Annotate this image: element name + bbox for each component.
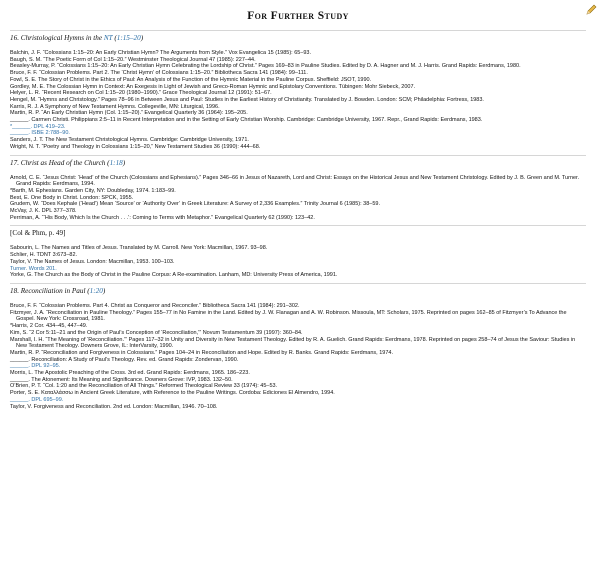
reference-entry: Marshall, I. H. “The Meaning of ‘Reconciliation.’” Pages 117–32 in Unity and Diversity in New Testament Theology. Edited by R. A. Guelich. Grand Rapids: Eerdmans, 1978. Reprinted on pages 258–74 of Jesus the Saviour: Studies in New Testament Theology. Downers Grove, IL: InterVarsity, 1990. bbox=[10, 336, 576, 350]
section-heading: 17. Christ as Head of the Church (1:18) bbox=[10, 158, 126, 167]
reference-entry: Sanders, J. T. The New Testament Christological Hymns. Cambridge: Cambridge University, 1971. bbox=[10, 137, 249, 144]
reference-entry: Fowl, S. E. The Story of Christ in the Ethics of Paul: An Analysis of the Function of the Hymnic Material in the Pauline Corpus. Sheffield: JSOT, 1990. bbox=[10, 76, 372, 83]
section-title: Reconciliation in Paul bbox=[20, 286, 86, 295]
reference-link[interactable]: ______. DPL 695–99. bbox=[10, 396, 64, 403]
verse-link[interactable]: 1:18 bbox=[109, 158, 123, 167]
divider bbox=[10, 155, 586, 156]
reference-entry: Martin, R. P. “Reconciliation and Forgiveness in Colossians.” Pages 104–24 in Reconciliation and Hope. Edited by R. Banks. Grand Rapids: Eerdmans, 1974. bbox=[10, 349, 393, 356]
reference-entry: Perriman, A. “‘His Body, Which Is the Church . . .’: Coming to Terms with Metaphor.” Evangelical Quarterly 62 (1990): 123–42. bbox=[10, 214, 315, 221]
divider bbox=[10, 283, 586, 284]
reference-entry: Helyer, L. R. “Recent Research on Col 1:15–20 (1980–1990).” Grace Theological Journal 12 (1991): 51–67. bbox=[10, 90, 272, 97]
reference-entry: Morris, L. The Apostolic Preaching of the Cross. 3rd ed. Grand Rapids: Eerdmans, 1965. 186–223. bbox=[10, 370, 250, 377]
section-heading: 18. Reconciliation in Paul (1:20) bbox=[10, 286, 106, 295]
section-number: 17. bbox=[10, 158, 19, 167]
reference-link[interactable]: Turner. Words 201. bbox=[10, 265, 57, 272]
divider bbox=[10, 30, 586, 31]
section-title: Christological Hymns in the bbox=[20, 34, 103, 42]
reference-link[interactable]: *______. DPL 419–23. bbox=[10, 123, 66, 130]
reference-entry: O’Brien, P. T. “Col. 1:20 and the Reconciliation of All Things.” Reformed Theological Review 33 (1974): 45–53. bbox=[10, 383, 278, 390]
reference-entry: Porter, S. E. Καταλλάσσω in Ancient Greek Literature, with Reference to the Pauline Writings. Cordoba: Ediciones El Almendro, 1994. bbox=[10, 390, 335, 397]
reference-entry: ______. The Atonement: Its Meaning and Significance. Downers Grove: IVP, 1983. 132–50. bbox=[10, 376, 233, 383]
reference-entry: *Barth, M. Ephesians. Garden City, NY: Doubleday, 1974. 1:183–99. bbox=[10, 187, 176, 194]
page-title: For Further Study bbox=[247, 10, 349, 22]
section-18 bbox=[10, 287, 586, 410]
reference-entry: Sabourin, L. The Names and Titles of Jesus. Translated by M. Carroll. New York: Macmillan, 1967. 93–98. bbox=[10, 245, 268, 252]
section-number: 18. bbox=[10, 286, 19, 295]
reference-entry: Karris, R. J. A Symphony of New Testament Hymns. Collegeville, MN: Liturgical, 1996. bbox=[10, 103, 220, 110]
reference-entry: Fitzmyer, J. A. “Reconciliation in Pauline Theology.” Pages 155–77 in No Famine in the Land. Edited by J. W. Flanagan and A. W. Robinson. Missoula, MT: Scholars, 1975. Reprinted on pages 162–85 of Fitzmyer’s To Advance the Gospel. New York: Crossroad, 1981. bbox=[10, 309, 567, 323]
reference-entry: Bruce, F. F. “Colossian Problems. Part 2. The ‘Christ Hymn’ of Colossians 1:15–20.” Bibliotheca Sacra 141 (1984): 99–111. bbox=[10, 70, 308, 77]
reference-entry: Kim, S. “2 Cor 5:11–21 and the Origin of Paul’s Conception of ‘Reconciliation,’” Novum Testamentum 39 (1997): 360–84. bbox=[10, 329, 303, 336]
reference-entry: Taylor, V. Forgiveness and Reconciliation. 2nd ed. London: Macmillan, 1946. 70–108. bbox=[10, 403, 218, 410]
reference-entry: ______. Reconciliation: A Study of Paul’s Theology. Rev. ed. Grand Rapids: Zondervan, 1990. bbox=[10, 356, 239, 363]
section-16 bbox=[10, 34, 586, 151]
reference-entry: Gordley, M. E. The Colossian Hymn in Context: An Exegesis in Light of Jewish and Greco-Roman Hymnic and Epistolary Conventions. Tübingen: Mohr Siebeck, 2007. bbox=[10, 83, 416, 90]
verse-link[interactable]: 1:15–20 bbox=[116, 34, 141, 42]
reference-entry: Arnold, C. E. “Jesus Christ: ‘Head’ of the Church (Colossians and Ephesians).” Pages 346–66 in Jesus of Nazareth, Lord and Christ: Essays on the Historical Jesus and New Testament Christology. Edited by J. B. Green and M. Turner. Grand Rapids: Eerdmans, 1994. bbox=[10, 174, 580, 188]
reference-entry: Wright, N. T. “Poetry and Theology in Colossians 1:15–20,” New Testament Studies 36 (1990): 444–68. bbox=[10, 143, 261, 150]
reference-entry: Martin, R. P. “An Early Christian Hymn (Col. 1:15–20).” Evangelical Quarterly 36 (1964): 195–205. bbox=[10, 110, 248, 117]
page-marker: [Col & Phm, p. 49] bbox=[10, 229, 66, 238]
pencil-icon[interactable] bbox=[585, 4, 597, 16]
section-title: Christ as Head of the Church bbox=[20, 158, 106, 167]
verse-link[interactable]: 1:20 bbox=[89, 286, 103, 295]
reference-entry: McVay, J. K. DPL 377–378. bbox=[10, 208, 77, 215]
reference-entry: *Harris, 2 Cor. 434–45, 447–49. bbox=[10, 323, 88, 330]
reference-entry: Balchin, J. F. “Colossians 1:15–20: An Early Christian Hymn? The Arguments from Style.” Vox Evangelica 15 (1985): 65–93. bbox=[10, 50, 312, 56]
reference-entry: Yorke, G. The Church as the Body of Christ in the Pauline Corpus: A Re-examination. Lanham, MD: University Press of America, 1991. bbox=[10, 272, 338, 279]
reference-entry: Taylor, V. The Names of Jesus. London: Macmillan, 1953. 100–103. bbox=[10, 258, 175, 265]
section-number: 16. bbox=[10, 34, 19, 42]
page-marker-block bbox=[10, 229, 586, 279]
reference-entry: Schlier, H. TDNT 3:673–82. bbox=[10, 252, 78, 259]
reference-link[interactable]: ______. ISBE 2:788–90. bbox=[10, 130, 70, 137]
reference-entry: Hengel, M. “Hymns and Christology.” Pages 78–96 in Between Jesus and Paul: Studies in the Earliest History of Christianity. Translated by J. Bowden. London: SCM; Philadelphia: Fortress, 1983. bbox=[10, 96, 484, 103]
reference-entry: Grudem, W. “Does Kephale (‘Head’) Mean ‘Source’ or ‘Authority Over’ in Greek Literature: A Survey of 2,336 Examples.” Trinity Journal 6 (1985): 38–59. bbox=[10, 201, 380, 208]
reference-link[interactable]: ______. DPL 92–95. bbox=[10, 363, 61, 370]
reference-entry: Baugh, S. M. “The Poetic Form of Col 1:15–20.” Westminster Theological Journal 47 (1985): 227–44. bbox=[10, 56, 256, 63]
section-heading: 16. Christological Hymns in the NT (1:15–20) bbox=[10, 34, 144, 42]
reference-entry: Beasley-Murray, P. “Colossians 1:15–20: An Early Christian Hymn Celebrating the Lordship of Christ.” Pages 169–83 in Pauline Studies. Edited by D. A. Hagner and M. J. Harris. Grand Rapids: Eerdmans, 1980. bbox=[10, 63, 521, 70]
section-17 bbox=[10, 159, 586, 222]
reference-entry: ______. Carmen Christi. Philippians 2:5–11 in Recent Interpretation and in the Setting of Early Christian Worship. Cambridge: Cambridge University, 1967. Repr., Grand Rapids: Eerdmans, 1983. bbox=[10, 117, 483, 124]
reference-entry: Best, E. One Body in Christ. London: SPCK, 1955. bbox=[10, 194, 134, 201]
divider bbox=[10, 225, 586, 226]
nt-link[interactable]: NT bbox=[103, 34, 113, 42]
reference-entry: Bruce, F. F. “Colossian Problems. Part 4. Christ as Conqueror and Reconciler.” Bibliotheca Sacra 141 (1984): 291–302. bbox=[10, 302, 300, 309]
